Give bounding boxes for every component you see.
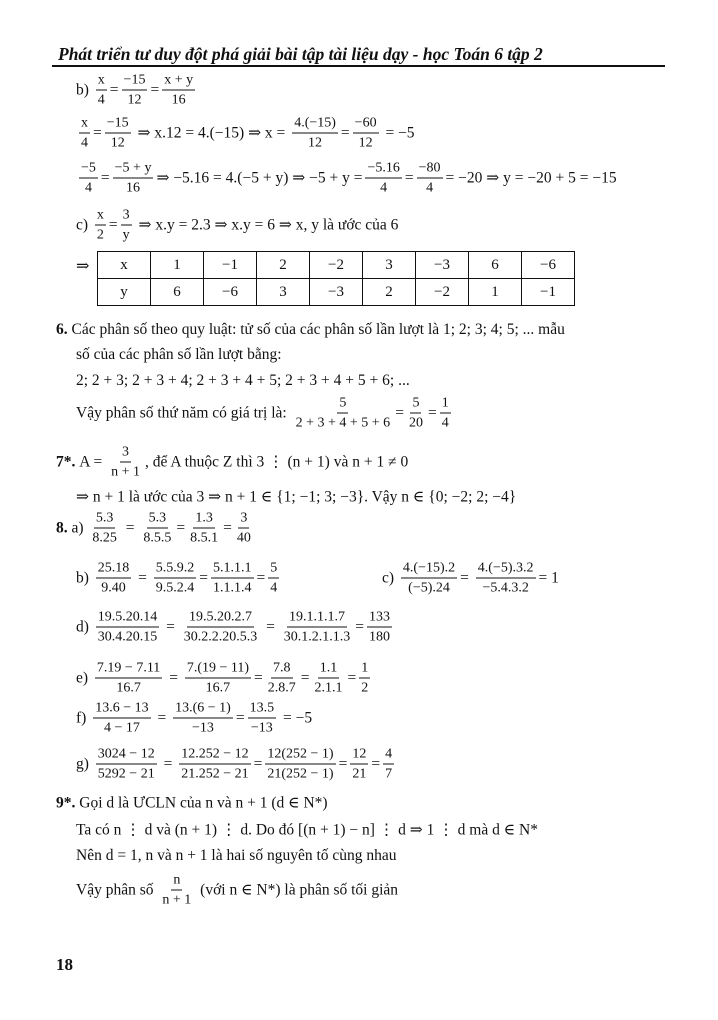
fraction xyxy=(268,560,279,597)
line-p8c xyxy=(382,560,559,597)
numerator: −5 + y xyxy=(113,160,154,179)
math-text: = xyxy=(262,618,279,635)
denominator: 30.2.2.20.5.3 xyxy=(183,629,258,645)
table-cell: 3 xyxy=(257,279,310,306)
numerator: 7.(19 − 11) xyxy=(185,660,251,679)
denominator: 9.40 xyxy=(101,580,126,596)
denominator: 12 xyxy=(110,135,125,151)
numerator: 1.1 xyxy=(318,660,340,679)
math-text: d) xyxy=(76,618,93,635)
math-text: Các phân số theo quy luật: tử số của các phân số lần lượt là 1; 2; 3; 4; 5; ... mẫu xyxy=(71,321,565,338)
table-cell: 6 xyxy=(151,279,204,306)
divisor-pairs-table xyxy=(97,251,575,306)
line-p8b xyxy=(76,560,282,597)
fraction xyxy=(79,160,98,197)
denominator: −5.4.3.2 xyxy=(482,580,529,596)
math-text: = xyxy=(300,669,310,686)
denominator: 16.7 xyxy=(205,680,231,696)
numerator: 3 xyxy=(120,444,131,463)
table-cell: −1 xyxy=(522,279,575,306)
denominator: 40 xyxy=(236,530,251,546)
page-number: 18 xyxy=(56,955,73,974)
denominator: 2.8.7 xyxy=(267,680,296,696)
denominator: y xyxy=(122,227,130,243)
line-p8a xyxy=(56,510,256,547)
math-text: = xyxy=(256,569,266,586)
running-header: Phát triển tư duy đột phá giải bài tập tài liệu dạy - học Toán 6 tập 2 xyxy=(58,44,543,64)
denominator: 30.1.2.1.1.3 xyxy=(283,629,351,645)
numerator: 19.1.1.1.7 xyxy=(287,609,347,628)
denominator: 4 xyxy=(380,180,388,196)
math-text: = xyxy=(254,669,263,686)
math-text: g) xyxy=(76,755,93,772)
denominator: 12 xyxy=(127,92,142,108)
numerator: n xyxy=(171,872,182,891)
numerator: −80 xyxy=(417,160,443,179)
table-cell: −1 xyxy=(204,252,257,279)
exercise-number: 9*. xyxy=(56,794,80,811)
fraction xyxy=(282,609,353,646)
line-b2 xyxy=(76,115,415,152)
fraction xyxy=(79,115,90,152)
fraction xyxy=(173,700,233,737)
table-row xyxy=(98,252,575,279)
denominator: 2 xyxy=(361,680,369,696)
table-cell: −3 xyxy=(310,279,363,306)
numerator: 12 xyxy=(350,746,368,765)
numerator: 5.3 xyxy=(94,510,116,529)
math-text: = 1 xyxy=(538,569,559,586)
math-text: c) xyxy=(76,216,92,233)
numerator: 3 xyxy=(121,207,132,226)
line-c1 xyxy=(76,207,398,244)
math-text: = xyxy=(150,81,160,98)
numerator: 7.19 − 7.11 xyxy=(95,660,162,679)
denominator: 180 xyxy=(369,629,391,645)
numerator: x xyxy=(79,115,90,134)
math-text: (với n ∈ N*) là phân số tối giản xyxy=(196,881,399,899)
fraction xyxy=(350,746,368,783)
denominator: 12 xyxy=(358,135,373,151)
line-p9b xyxy=(76,821,538,840)
row-header-cell: y xyxy=(98,279,151,306)
fraction xyxy=(182,609,260,646)
fraction xyxy=(141,510,173,547)
fraction xyxy=(211,560,254,597)
denominator: 8.5.5 xyxy=(143,530,172,546)
fraction xyxy=(96,560,132,597)
numerator: 12.252 − 12 xyxy=(179,746,250,765)
math-text: = xyxy=(121,519,139,536)
numerator: 4.(−15) xyxy=(292,115,338,134)
math-text: Gọi d là ƯCLN của n và n + 1 (d ∈ N*) xyxy=(79,794,328,812)
denominator: n + 1 xyxy=(111,464,140,480)
denominator: 4 xyxy=(97,92,105,108)
denominator: 12 xyxy=(308,135,323,151)
math-text: = xyxy=(347,669,357,686)
numerator: 3 xyxy=(238,510,249,529)
fraction xyxy=(248,700,277,737)
math-text: = −5 xyxy=(381,124,415,141)
numerator: −5.16 xyxy=(365,160,401,179)
math-text: c) xyxy=(382,569,398,586)
line-p8d xyxy=(76,609,395,646)
numerator: 5 xyxy=(410,395,421,414)
line-p8e xyxy=(76,660,373,697)
denominator: 5292 − 21 xyxy=(97,766,155,782)
line-p9a xyxy=(56,794,328,813)
math-text: Nên d = 1, n và n + 1 là hai số nguyên tố cùng nhau xyxy=(76,847,397,864)
numerator: x + y xyxy=(162,72,195,91)
math-text: f) xyxy=(76,709,91,726)
numerator: 133 xyxy=(367,609,392,628)
numerator: −15 xyxy=(122,72,148,91)
math-text: = xyxy=(176,519,186,536)
fraction xyxy=(96,609,160,646)
math-text: = xyxy=(93,124,102,141)
fraction xyxy=(235,510,253,547)
fraction xyxy=(353,115,379,152)
math-text: e) xyxy=(76,669,92,686)
math-text: = xyxy=(162,618,179,635)
table-row xyxy=(98,279,575,306)
line-b1 xyxy=(76,72,198,109)
line-p7b xyxy=(76,488,516,507)
numerator: 7.8 xyxy=(271,660,293,679)
table-cell: 3 xyxy=(363,252,416,279)
fraction xyxy=(96,72,107,109)
table-cell: 1 xyxy=(469,279,522,306)
denominator: 16.7 xyxy=(116,680,141,696)
fraction xyxy=(95,207,106,244)
numerator: 4.(−15).2 xyxy=(401,560,457,579)
denominator: 4 xyxy=(426,180,434,196)
fraction xyxy=(179,746,250,783)
math-text: = xyxy=(235,709,245,726)
table-cell: −2 xyxy=(310,252,363,279)
fraction xyxy=(188,510,220,547)
numerator: 5.5.9.2 xyxy=(154,560,197,579)
numerator: 13.5 xyxy=(248,700,277,719)
denominator: 9.5.2.4 xyxy=(155,580,195,596)
numerator: 4.(−5).3.2 xyxy=(476,560,536,579)
denominator: 4 − 17 xyxy=(103,720,140,736)
fraction xyxy=(96,746,157,783)
fraction xyxy=(93,700,150,737)
math-text: = xyxy=(338,755,348,772)
math-text: = xyxy=(165,669,182,686)
math-text: = xyxy=(199,569,209,586)
denominator: −13 xyxy=(250,720,273,736)
numerator: −5 xyxy=(79,160,98,179)
header-rule xyxy=(52,65,665,67)
line-p6b xyxy=(76,346,282,364)
math-text: = xyxy=(253,755,263,772)
table-cell: −2 xyxy=(416,279,469,306)
math-text: a) xyxy=(71,519,88,536)
line-p9d xyxy=(76,872,398,909)
numerator: x xyxy=(95,207,106,226)
math-text: ⇒ −5.16 = 4.(−5 + y) ⇒ −5 + y = xyxy=(156,169,363,187)
fraction xyxy=(105,115,131,152)
denominator: 7 xyxy=(385,766,393,782)
math-text: ⇒ n + 1 là ước của 3 ⇒ n + 1 ∈ {1; −1; 3; −3}. Vậy n ∈ {0; −2; 2; −4} xyxy=(76,488,517,506)
math-text: b) xyxy=(76,569,93,586)
numerator: 19.5.20.2.7 xyxy=(187,609,254,628)
exercise-number: 8. xyxy=(56,519,72,536)
exercise-number: 7*. xyxy=(56,453,80,470)
denominator: 16 xyxy=(171,92,186,108)
math-text: Vậy phân số thứ năm có giá trị là: xyxy=(76,404,291,421)
row-header-cell: x xyxy=(98,252,151,279)
math-text: A = xyxy=(79,453,107,470)
fraction xyxy=(294,395,393,432)
denominator: 2 + 3 + 4 + 5 + 6 xyxy=(295,415,391,431)
math-text: ⇒ x.12 = 4.(−15) ⇒ x = xyxy=(133,124,290,142)
numerator: 13.(6 − 1) xyxy=(173,700,233,719)
line-p6c xyxy=(76,372,410,390)
math-text: Vậy phân số xyxy=(76,881,158,898)
table-cell: 6 xyxy=(469,252,522,279)
numerator: 5.3 xyxy=(147,510,169,529)
fraction xyxy=(440,395,451,432)
math-text: = xyxy=(404,169,414,186)
line-p8f xyxy=(76,700,312,737)
fraction xyxy=(265,746,335,783)
math-text: b) xyxy=(76,81,93,98)
math-text: = xyxy=(159,755,177,772)
line-p8g xyxy=(76,746,397,783)
line-b3 xyxy=(76,160,617,197)
denominator: 4 xyxy=(81,135,88,151)
math-text: = xyxy=(340,124,350,141)
math-text: = xyxy=(153,709,171,726)
numerator: 19.5.20.14 xyxy=(96,609,160,628)
denominator: 8.25 xyxy=(92,530,117,546)
line-p9c xyxy=(76,847,397,865)
math-text: = xyxy=(395,404,404,421)
math-text: 2; 2 + 3; 2 + 3 + 4; 2 + 3 + 4 + 5; 2 + 3 + 4 + 5 + 6; ... xyxy=(76,372,410,389)
math-text: = xyxy=(108,216,118,233)
fraction xyxy=(109,444,142,481)
math-text: = xyxy=(223,519,232,536)
numerator: 1 xyxy=(440,395,451,414)
numerator: 1 xyxy=(359,660,370,679)
numerator: −15 xyxy=(105,115,131,134)
fraction xyxy=(417,160,443,197)
table-cell: 2 xyxy=(363,279,416,306)
math-text: = xyxy=(460,569,473,586)
table-cell: −6 xyxy=(204,279,257,306)
math-text: = −20 ⇒ y = −20 + 5 = −15 xyxy=(445,169,617,187)
math-text: ⇒ x.y = 2.3 ⇒ x.y = 6 ⇒ x, y là ước của 6 xyxy=(134,216,399,234)
math-text: = −5 xyxy=(279,709,313,726)
implies-arrow: ⇒ xyxy=(76,258,90,275)
numerator: 3024 − 12 xyxy=(96,746,157,765)
math-text: = xyxy=(109,81,119,98)
fraction xyxy=(90,510,119,547)
fraction xyxy=(359,660,370,697)
math-text: = xyxy=(371,755,381,772)
fraction xyxy=(121,207,132,244)
table-cell: 1 xyxy=(151,252,204,279)
denominator: 2.1.1 xyxy=(314,680,343,696)
denominator: 21(252 − 1) xyxy=(267,766,334,782)
numerator: 1.3 xyxy=(193,510,215,529)
denominator: 4 xyxy=(84,180,92,196)
math-text: = xyxy=(134,569,151,586)
denominator: n + 1 xyxy=(162,892,192,908)
numerator: −60 xyxy=(353,115,379,134)
fraction xyxy=(401,560,457,597)
line-p7a xyxy=(56,444,408,481)
fraction xyxy=(154,560,197,597)
table-cell: −3 xyxy=(416,252,469,279)
fraction xyxy=(365,160,401,197)
fraction xyxy=(383,746,394,783)
fraction xyxy=(367,609,392,646)
math-text: = xyxy=(355,618,365,635)
denominator: 8.5.1 xyxy=(190,530,219,546)
denominator: 16 xyxy=(126,180,141,196)
line-p6a xyxy=(56,321,565,339)
table-cell: 2 xyxy=(257,252,310,279)
numerator: 5 xyxy=(268,560,279,579)
fraction xyxy=(185,660,251,697)
math-text: = xyxy=(427,404,437,421)
math-text: Ta có n ⋮ d và (n + 1) ⋮ d. Do đó [(n + 1) − n] ⋮ d ⇒ 1 ⋮ d mà d ∈ N* xyxy=(76,821,539,839)
numerator: 25.18 xyxy=(96,560,132,579)
numerator: 13.6 − 13 xyxy=(93,700,150,719)
numerator: 4 xyxy=(383,746,394,765)
fraction xyxy=(160,872,193,909)
numerator: x xyxy=(96,72,107,91)
fraction xyxy=(313,660,345,697)
denominator: 20 xyxy=(408,415,423,431)
denominator: 1.1.1.4 xyxy=(213,580,252,596)
denominator: 21 xyxy=(352,766,367,782)
line-p6d xyxy=(76,395,454,432)
numerator: 5.1.1.1 xyxy=(211,560,254,579)
math-text: = xyxy=(100,169,110,186)
fraction xyxy=(113,160,154,197)
denominator: (−5).24 xyxy=(408,580,450,596)
math-text: , để A thuộc Z thì 3 ⋮ (n + 1) và n + 1 ≠ 0 xyxy=(145,453,409,471)
fraction xyxy=(266,660,298,697)
denominator: 4 xyxy=(270,580,278,596)
denominator: 4 xyxy=(441,415,449,431)
fraction xyxy=(292,115,338,152)
numerator: 12(252 − 1) xyxy=(265,746,335,765)
fraction xyxy=(122,72,148,109)
exercise-number: 6. xyxy=(56,321,72,338)
fraction xyxy=(95,660,162,697)
fraction xyxy=(476,560,536,597)
fraction xyxy=(407,395,425,432)
fraction xyxy=(162,72,195,109)
denominator: 21.252 − 21 xyxy=(181,766,249,782)
math-text: số của các phân số lần lượt bằng: xyxy=(76,346,282,363)
denominator: 2 xyxy=(96,227,104,243)
denominator: 30.4.20.15 xyxy=(97,629,158,645)
denominator: −13 xyxy=(192,720,214,736)
table-cell: −6 xyxy=(522,252,575,279)
numerator: 5 xyxy=(337,395,348,414)
